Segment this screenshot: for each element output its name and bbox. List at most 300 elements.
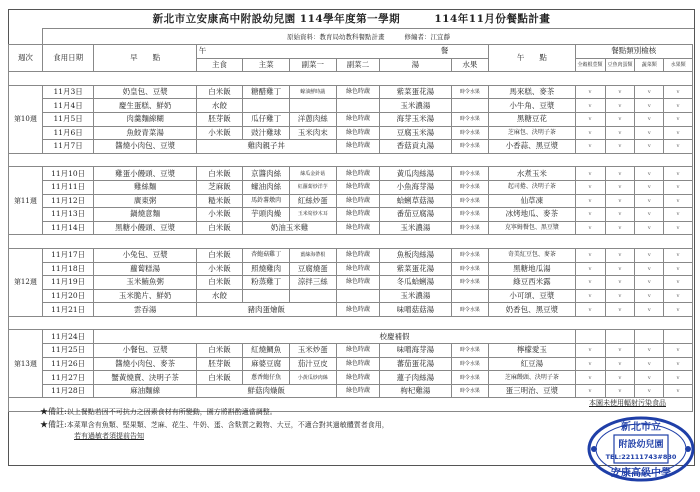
title-month: 114年11月份餐點計畫: [434, 13, 551, 25]
check-mark: v: [635, 371, 664, 385]
col-snack: 午 點: [489, 45, 575, 72]
lunch-soup: 蛤蜊草菇湯: [380, 194, 451, 208]
check-mark: v: [635, 344, 664, 358]
lunch-staple: 白米飯: [196, 371, 243, 385]
breakfast-item: 小餐包、豆漿: [94, 344, 196, 358]
meal-date: 11月5日: [42, 112, 94, 126]
col-soup: 湯: [380, 58, 451, 72]
menu-row: [9, 276, 693, 290]
check-mark: v: [664, 167, 693, 181]
check-mark: v: [575, 221, 605, 235]
afternoon-snack: 馬來糕、麥茶: [489, 85, 575, 99]
source-line: [42, 28, 694, 45]
check-mark: v: [635, 99, 664, 113]
lunch-staple: 水餃: [196, 289, 243, 303]
lunch-side1: 玉米肉末: [289, 126, 336, 140]
lunch-fruit: 時令水果: [451, 140, 489, 154]
afternoon-snack: 奇美紅豆包、麥茶: [489, 248, 575, 262]
lunch-staple: 胚芽飯: [196, 112, 243, 126]
afternoon-snack: 奶香包、黑豆漿: [489, 303, 575, 317]
meal-date: 11月26日: [42, 357, 94, 371]
meal-date: 11月25日: [42, 344, 94, 358]
school-seal-stamp: [586, 415, 696, 483]
lunch-side1: 茄汁豆皮: [289, 357, 336, 371]
check-mark: v: [635, 276, 664, 290]
lunch-side2: 綠色時蔬: [336, 276, 380, 290]
week-separator: [9, 316, 693, 330]
week-separator: [9, 153, 693, 167]
check-mark: v: [635, 194, 664, 208]
col-check-grain: 全穀根莖類: [575, 58, 605, 72]
menu-row: [9, 112, 693, 126]
lunch-fruit: 時令水果: [451, 262, 489, 276]
afternoon-snack: 小可頌、豆漿: [489, 289, 575, 303]
week-label: 第13週: [9, 330, 43, 398]
check-mark: v: [664, 248, 693, 262]
check-mark: v: [605, 357, 635, 371]
check-mark: v: [635, 289, 664, 303]
check-mark: v: [605, 221, 635, 235]
check-mark: v: [605, 126, 635, 140]
lunch-side2: 綠色時蔬: [336, 221, 380, 235]
lunch-side1: 玉米筍炒木耳: [289, 208, 336, 222]
lunch-side2: [336, 99, 380, 113]
check-cell: [635, 330, 664, 344]
lunch-side2: 綠色時蔬: [336, 112, 380, 126]
note-1: ★備註:以上餐點若因不可抗力之因素食材有所變動，園方將斟酌適當調整。: [40, 407, 277, 416]
lunch-fruit: 時令水果: [451, 180, 489, 194]
col-check: 餐點類別檢核: [575, 45, 692, 59]
lunch-side2: 綠色時蔬: [336, 208, 380, 222]
lunch-side1: 絲瓜金針菇: [289, 167, 336, 181]
lunch-fruit: 時令水果: [451, 303, 489, 317]
col-staple: 主食: [196, 58, 243, 72]
stamp-phone-text: TEL:22111743#830: [605, 453, 677, 461]
check-mark: v: [575, 112, 605, 126]
lunch-staple: 小米飯: [196, 262, 243, 276]
menu-row: [9, 344, 693, 358]
meal-date: 11月14日: [42, 221, 94, 235]
lunch-side2: 綠色時蔬: [336, 85, 380, 99]
meal-date: 11月18日: [42, 262, 94, 276]
lunch-fruit: 時令水果: [451, 221, 489, 235]
lunch-soup: 魚板肉絲湯: [380, 248, 451, 262]
menu-row: [9, 289, 693, 303]
menu-row: [9, 194, 693, 208]
lunch-side2: 綠色時蔬: [336, 262, 380, 276]
check-mark: v: [664, 85, 693, 99]
lunch-staple: 小米飯: [196, 126, 243, 140]
lunch-main: 馬鈴薯燉肉: [243, 194, 290, 208]
breakfast-item: 雲吞湯: [94, 303, 196, 317]
lunch-side1: 小黃瓜炒肉絲: [289, 371, 336, 385]
meal-date: 11月3日: [42, 85, 94, 99]
check-mark: v: [575, 303, 605, 317]
week-label: 第12週: [9, 248, 43, 316]
check-mark: v: [575, 384, 605, 398]
check-mark: v: [635, 248, 664, 262]
check-mark: v: [575, 180, 605, 194]
lunch-staple: 白米飯: [196, 85, 243, 99]
lunch-side2: 綠色時蔬: [336, 167, 380, 181]
meal-date: 11月12日: [42, 194, 94, 208]
stamp-bottom-text: 安康高級中學: [611, 468, 671, 479]
check-mark: v: [605, 167, 635, 181]
check-mark: v: [575, 357, 605, 371]
check-mark: v: [635, 262, 664, 276]
lunch-side1: 蠔油鮮時蔬: [289, 85, 336, 99]
check-mark: v: [635, 180, 664, 194]
lunch-main: [243, 289, 290, 303]
col-week: 週次: [9, 45, 43, 72]
lunch-staple: 糙米飯: [196, 194, 243, 208]
lunch-side2: 綠色時蔬: [336, 303, 380, 317]
meal-date: 11月10日: [42, 167, 94, 181]
check-mark: v: [635, 85, 664, 99]
check-mark: v: [605, 99, 635, 113]
lunch-staple: 水餃: [196, 99, 243, 113]
check-mark: v: [635, 221, 664, 235]
lunch-fruit: 時令水果: [451, 112, 489, 126]
lunch-main: 芋頭肉燥: [243, 208, 290, 222]
check-mark: v: [664, 112, 693, 126]
col-breakfast: 早 點: [94, 45, 196, 72]
stamp-middle-text: 附設幼兒園: [618, 440, 664, 450]
check-mark: v: [605, 248, 635, 262]
menu-row: [9, 357, 693, 371]
col-fruit: 水果: [451, 58, 489, 72]
lunch-side2: 綠色時蔬: [336, 180, 380, 194]
lunch-staple: 白米飯: [196, 167, 243, 181]
breakfast-item: 醬燒小肉包、豆漿: [94, 140, 196, 154]
afternoon-snack: 小香蒜、黑豆漿: [489, 140, 575, 154]
meal-date: 11月11日: [42, 180, 94, 194]
lunch-side2: 綠色時蔬: [336, 344, 380, 358]
check-mark: v: [575, 248, 605, 262]
lunch-main: 瓜仔雞丁: [243, 112, 290, 126]
check-mark: v: [664, 303, 693, 317]
lunch-soup: 番茄豆腐湯: [380, 208, 451, 222]
meal-date: 11月19日: [42, 276, 94, 290]
check-mark: v: [575, 85, 605, 99]
lunch-main: 豉汁雞球: [243, 126, 290, 140]
lunch-side1: [289, 289, 336, 303]
lunch-side1: 洋蔥肉絲: [289, 112, 336, 126]
check-mark: v: [664, 221, 693, 235]
menu-row: [9, 262, 693, 276]
lunch-soup: 蕃茄蛋花湯: [380, 357, 451, 371]
lunch-staple: 小米飯: [196, 208, 243, 222]
check-mark: v: [605, 262, 635, 276]
meal-date: 11月21日: [42, 303, 94, 317]
check-mark: v: [605, 303, 635, 317]
breakfast-item: 雞蛋小饅頭、豆漿: [94, 167, 196, 181]
menu-row: [9, 303, 693, 317]
afternoon-snack: 起司捲、決明子茶: [489, 180, 575, 194]
col-side1: 副菜一: [289, 58, 336, 72]
meal-date: 11月28日: [42, 384, 94, 398]
breakfast-item: 雞絲麵: [94, 180, 196, 194]
check-mark: v: [575, 344, 605, 358]
check-mark: v: [635, 384, 664, 398]
check-cell: [605, 330, 635, 344]
check-mark: v: [605, 276, 635, 290]
lunch-soup: 豆腐玉米湯: [380, 126, 451, 140]
lunch-soup: 紫菜蛋花湯: [380, 85, 451, 99]
lunch-side2: 綠色時蔬: [336, 140, 380, 154]
lunch-main: 紅燒鯛魚: [243, 344, 290, 358]
lunch-side2: 綠色時蔬: [336, 371, 380, 385]
menu-row: [9, 140, 693, 154]
lunch-fruit: 時令水果: [451, 85, 489, 99]
afternoon-snack: 蛋三明治、豆漿: [489, 384, 575, 398]
lunch-fruit: 時令水果: [451, 384, 489, 398]
lunch-soup: 玉米濃湯: [380, 221, 451, 235]
afternoon-snack: 檸檬愛玉: [489, 344, 575, 358]
star-icon: ★備註:: [40, 407, 67, 416]
afternoon-snack: 小牛角、豆漿: [489, 99, 575, 113]
lunch-side2: 綠色時蔬: [336, 384, 380, 398]
menu-row: [9, 208, 693, 222]
lunch-combined-dish: 奶油玉米雞: [243, 221, 336, 235]
check-mark: v: [664, 344, 693, 358]
check-mark: v: [664, 371, 693, 385]
lunch-main: 照燒雞肉: [243, 262, 290, 276]
check-mark: v: [575, 276, 605, 290]
title-school-term: 新北市立安康高中附設幼兒園 114學年度第一學期: [152, 13, 401, 25]
lunch-combined-dish: 豬肉蛋燴飯: [196, 303, 336, 317]
check-mark: v: [605, 371, 635, 385]
lunch-fruit: 時令水果: [451, 371, 489, 385]
breakfast-item: 玉米脆片、鮮奶: [94, 289, 196, 303]
breakfast-item: 玉米鮪魚粥: [94, 276, 196, 290]
lunch-fruit: 時令水果: [451, 167, 489, 181]
menu-body: [9, 72, 693, 412]
check-mark: v: [635, 357, 664, 371]
week-label: 第10週: [9, 85, 43, 153]
check-mark: v: [664, 180, 693, 194]
afternoon-snack: 仙草凍: [489, 194, 575, 208]
menu-row: [9, 99, 693, 113]
menu-row: [9, 221, 693, 235]
lunch-soup: 小魚海芽湯: [380, 180, 451, 194]
afternoon-snack: 克寧姆餐包、黑豆漿: [489, 221, 575, 235]
week-label: 第11週: [9, 167, 43, 235]
check-mark: v: [664, 126, 693, 140]
check-mark: v: [664, 194, 693, 208]
lunch-soup: 味噌菇菇湯: [380, 303, 451, 317]
check-mark: v: [575, 262, 605, 276]
breakfast-item: 小兔包、豆漿: [94, 248, 196, 262]
meal-date: 11月7日: [42, 140, 94, 154]
lunch-soup: 枸杞雞湯: [380, 384, 451, 398]
lunch-fruit: 時令水果: [451, 248, 489, 262]
lunch-staple: 胚芽飯: [196, 357, 243, 371]
lunch-side1: [289, 99, 336, 113]
meal-date: 11月20日: [42, 289, 94, 303]
lunch-main: 麻婆豆腐: [243, 357, 290, 371]
lunch-soup: 蓮子肉絲湯: [380, 371, 451, 385]
check-mark: v: [605, 180, 635, 194]
menu-row: [9, 180, 693, 194]
check-mark: v: [605, 140, 635, 154]
check-mark: v: [635, 167, 664, 181]
lunch-fruit: 時令水果: [451, 357, 489, 371]
lunch-side2: [336, 289, 380, 303]
note-2: ★備註:本菜單含有魚類、堅果類、芝麻、花生、牛奶、蛋、含麩質之穀物、大豆，不適合對其過敏體質者食用，: [40, 420, 389, 429]
afternoon-snack: 紅豆湯: [489, 357, 575, 371]
afternoon-snack: 芝麻饅頭、決明子茶: [489, 371, 575, 385]
check-mark: v: [575, 208, 605, 222]
meal-date: 11月6日: [42, 126, 94, 140]
lunch-staple: 白米飯: [196, 248, 243, 262]
breakfast-item: 奶皇包、豆漿: [94, 85, 196, 99]
col-side2: 副菜二: [336, 58, 380, 72]
check-mark: v: [605, 344, 635, 358]
radiation-notice: 本園未使用輻射污染食品: [589, 399, 666, 407]
menu-table: [8, 44, 693, 412]
check-mark: v: [605, 384, 635, 398]
check-mark: v: [664, 276, 693, 290]
lunch-soup: 味噌海芽湯: [380, 344, 451, 358]
holiday-label: 校慶補假: [94, 330, 575, 344]
lunch-main: 京醬肉絲: [243, 167, 290, 181]
check-mark: v: [664, 357, 693, 371]
lunch-soup: 黃瓜肉絲湯: [380, 167, 451, 181]
menu-row: [9, 248, 693, 262]
lunch-combined-dish: 鮮菇肉燥飯: [196, 384, 336, 398]
week-separator: [9, 235, 693, 249]
lunch-main: 杏鮑菇雞丁: [243, 248, 290, 262]
afternoon-snack: 黑糖豆花: [489, 112, 575, 126]
col-main: 主菜: [243, 58, 290, 72]
breakfast-item: 魚餃青菜湯: [94, 126, 196, 140]
meal-date: 11月24日: [42, 330, 94, 344]
afternoon-snack: 芝麻包、決明子茶: [489, 126, 575, 140]
lunch-staple: 白米飯: [196, 344, 243, 358]
lunch-side2: 綠色時蔬: [336, 357, 380, 371]
editor-text: 修編者：江宜靜: [404, 33, 451, 41]
menu-row: [9, 85, 693, 99]
lunch-fruit: [451, 99, 489, 113]
check-mark: v: [664, 140, 693, 154]
menu-row: [9, 167, 693, 181]
breakfast-item: 醬燒小肉包、麥茶: [94, 357, 196, 371]
col-check-veg: 蔬菜類: [635, 58, 664, 72]
lunch-fruit: 時令水果: [451, 276, 489, 290]
check-mark: v: [575, 289, 605, 303]
check-mark: v: [635, 140, 664, 154]
breakfast-item: 麻油麵線: [94, 384, 196, 398]
lunch-side1: 玉米炒蛋: [289, 344, 336, 358]
check-mark: v: [575, 371, 605, 385]
lunch-soup: 香菇貢丸湯: [380, 140, 451, 154]
check-cell: [664, 330, 693, 344]
meal-date: 11月27日: [42, 371, 94, 385]
check-mark: v: [635, 303, 664, 317]
lunch-side1: 紅蘿蔔炒洋芋: [289, 180, 336, 194]
check-mark: v: [635, 126, 664, 140]
col-date: 食用日期: [42, 45, 94, 72]
lunch-staple: 白米飯: [196, 221, 243, 235]
lunch-side1: 紅絲炒蛋: [289, 194, 336, 208]
check-mark: v: [605, 85, 635, 99]
lunch-side2: 綠色時蔬: [336, 194, 380, 208]
lunch-main: [243, 99, 290, 113]
check-mark: v: [575, 140, 605, 154]
afternoon-snack: 冰烤地瓜、麥茶: [489, 208, 575, 222]
breakfast-item: 蘿蔔糕湯: [94, 262, 196, 276]
check-mark: v: [575, 167, 605, 181]
breakfast-item: 黑糖小饅頭、豆漿: [94, 221, 196, 235]
menu-row: [9, 384, 693, 398]
meal-date: 11月17日: [42, 248, 94, 262]
lunch-main: 蔥香鮑仔魚: [243, 371, 290, 385]
check-mark: v: [635, 208, 664, 222]
lunch-fruit: 時令水果: [451, 126, 489, 140]
check-mark: v: [664, 289, 693, 303]
lunch-fruit: [451, 289, 489, 303]
lunch-fruit: 時令水果: [451, 194, 489, 208]
lunch-combined-dish: 雞肉親子丼: [196, 140, 336, 154]
lunch-side2: 綠色時蔬: [336, 126, 380, 140]
breakfast-item: 蟹黃燒賣、決明子茶: [94, 371, 196, 385]
week-separator: [9, 72, 693, 86]
menu-row: [9, 330, 693, 344]
lunch-side1: 涼拌三絲: [289, 276, 336, 290]
meal-date: 11月4日: [42, 99, 94, 113]
lunch-soup: 玉米濃湯: [380, 289, 451, 303]
col-check-protein: 豆魚肉蛋類: [605, 58, 635, 72]
check-mark: v: [575, 126, 605, 140]
lunch-soup: 冬瓜蛤蜊湯: [380, 276, 451, 290]
lunch-staple: 白米飯: [196, 276, 243, 290]
lunch-main: 蠔油肉絲: [243, 180, 290, 194]
menu-sheet: [8, 9, 695, 466]
check-mark: v: [664, 99, 693, 113]
lunch-soup: 海芽玉米湯: [380, 112, 451, 126]
check-mark: v: [605, 289, 635, 303]
check-cell: [575, 330, 605, 344]
meal-date: 11月13日: [42, 208, 94, 222]
check-mark: v: [635, 112, 664, 126]
note-3: 若有過敏者須提前告知: [74, 432, 144, 440]
breakfast-item: 廣東粥: [94, 194, 196, 208]
check-mark: v: [605, 112, 635, 126]
source-text: 原始資料：教育局幼教科餐點計畫: [286, 33, 385, 41]
star-icon: ★備註:: [40, 420, 67, 429]
lunch-side1: 豆腐燒蛋: [289, 262, 336, 276]
lunch-soup: 玉米濃湯: [380, 99, 451, 113]
breakfast-item: 慶生蛋糕、鮮奶: [94, 99, 196, 113]
check-mark: v: [575, 99, 605, 113]
check-mark: v: [664, 208, 693, 222]
page-title: [9, 10, 694, 28]
check-mark: v: [605, 194, 635, 208]
lunch-main: 粉蒸雞丁: [243, 276, 290, 290]
menu-row: [9, 371, 693, 385]
check-mark: v: [664, 262, 693, 276]
lunch-soup: 紫菜蛋花湯: [380, 262, 451, 276]
lunch-staple: 芝麻飯: [196, 180, 243, 194]
check-mark: v: [664, 384, 693, 398]
lunch-side2: 綠色時蔬: [336, 248, 380, 262]
afternoon-snack: 黑糖地瓜湯: [489, 262, 575, 276]
check-mark: v: [605, 208, 635, 222]
col-check-fruit: 水果類: [664, 58, 693, 72]
lunch-fruit: 時令水果: [451, 208, 489, 222]
lunch-side1: 薑絲海帶根: [289, 248, 336, 262]
